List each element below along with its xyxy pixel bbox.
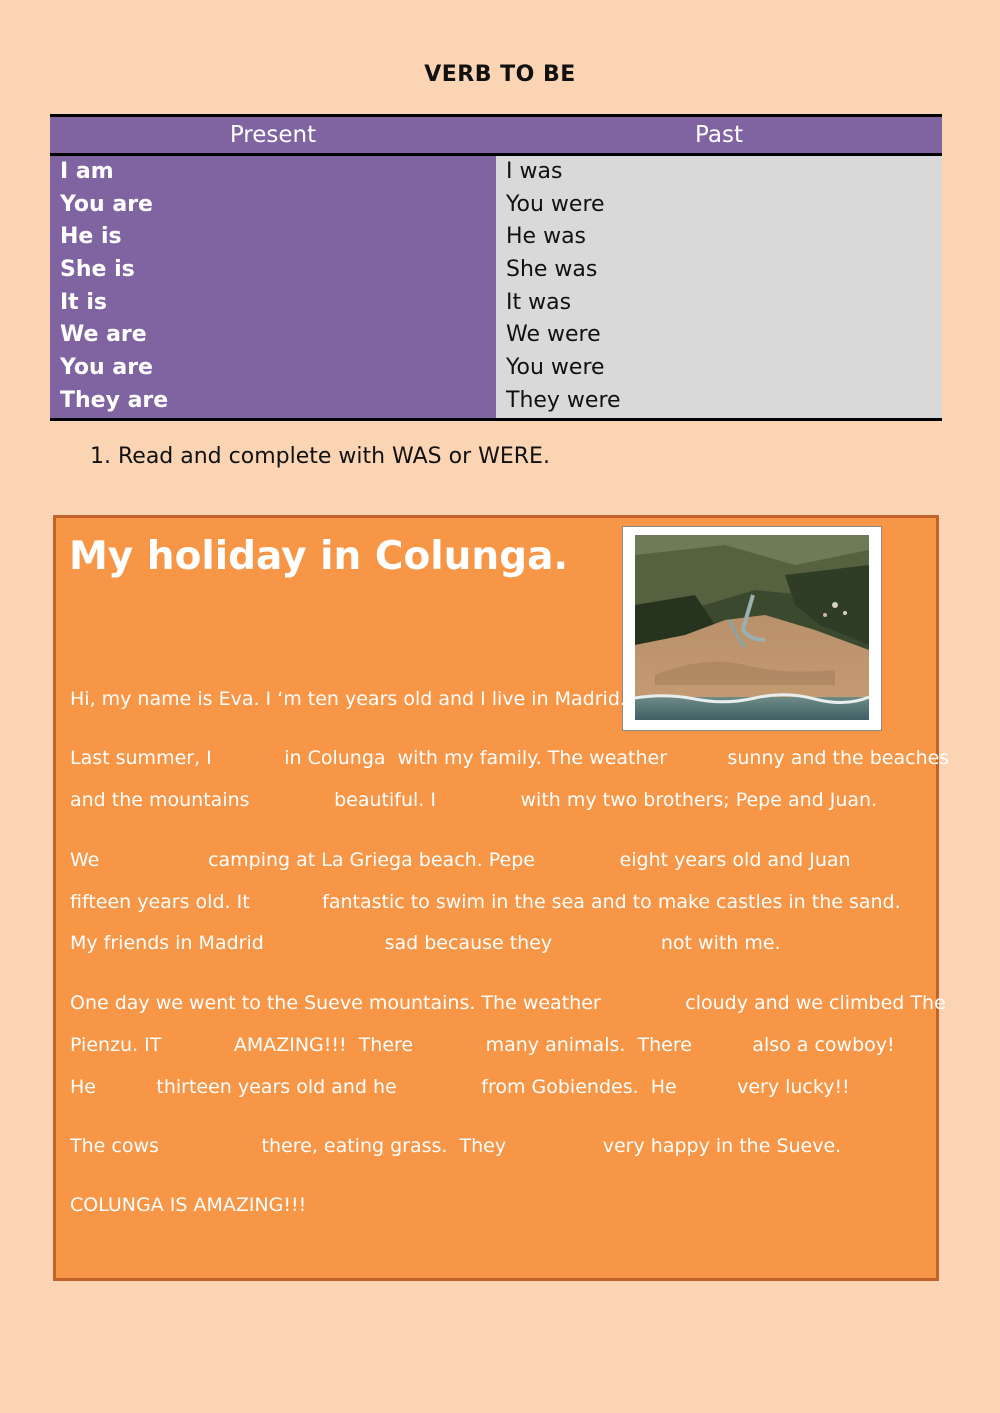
present-cell: He is	[60, 224, 122, 250]
present-cell: I am	[60, 159, 114, 184]
verb-table	[50, 114, 942, 421]
past-cell: You were	[506, 355, 605, 381]
photo-frame	[622, 526, 882, 731]
story-line: Hi, my name is Eva. I ‘m ten years old and I live in Madrid.	[70, 688, 626, 710]
past-cell: We were	[506, 322, 601, 348]
present-cell: We are	[60, 322, 147, 348]
exercise-instruction: 1. Read and complete with WAS or WERE.	[90, 444, 550, 469]
past-cell: She was	[506, 257, 598, 283]
page-title: VERB TO BE	[424, 62, 576, 87]
past-cell: They were	[506, 387, 621, 413]
present-cell: They are	[60, 387, 169, 413]
past-cell: It was	[506, 289, 572, 315]
present-cell: It is	[60, 289, 107, 315]
story-line: He thirteen years old and he from Gobiendes. He very lucky!!	[70, 1076, 850, 1098]
past-cell: You were	[506, 191, 605, 217]
present-cell: You are	[60, 355, 153, 381]
story-line: The cows there, eating grass. They very happy in the Sueve.	[70, 1135, 842, 1157]
story-line: fifteen years old. It fantastic to swim in the sea and to make castles in the sand.	[70, 891, 901, 913]
story-title: My holiday in Colunga.	[69, 534, 569, 579]
past-cell: He was	[506, 224, 587, 250]
header-present: Present	[229, 122, 317, 148]
aerial-beach-photo	[635, 535, 869, 720]
story-line: My friends in Madrid sad because they not with me.	[70, 932, 781, 954]
story-box	[53, 515, 950, 1281]
past-column	[496, 156, 942, 418]
present-cell: You are	[60, 191, 153, 217]
header-past: Past	[695, 122, 743, 148]
past-cell: I was	[506, 159, 563, 184]
story-line: Last summer, I in Colunga with my family. The weather sunny and the beaches	[70, 747, 950, 769]
present-cell: She is	[60, 257, 135, 283]
story-line: One day we went to the Sueve mountains. The weather cloudy and we climbed The	[70, 992, 946, 1014]
story-line: and the mountains beautiful. I with my two brothers; Pepe and Juan.	[70, 789, 878, 811]
table-header	[50, 117, 942, 156]
story-line: We camping at La Griega beach. Pepe eight years old and Juan	[70, 849, 851, 871]
story-line: Pienzu. IT AMAZING!!! There many animals. There also a cowboy!	[70, 1034, 895, 1056]
present-column	[50, 156, 496, 418]
story-line: COLUNGA IS AMAZING!!!	[70, 1194, 307, 1216]
